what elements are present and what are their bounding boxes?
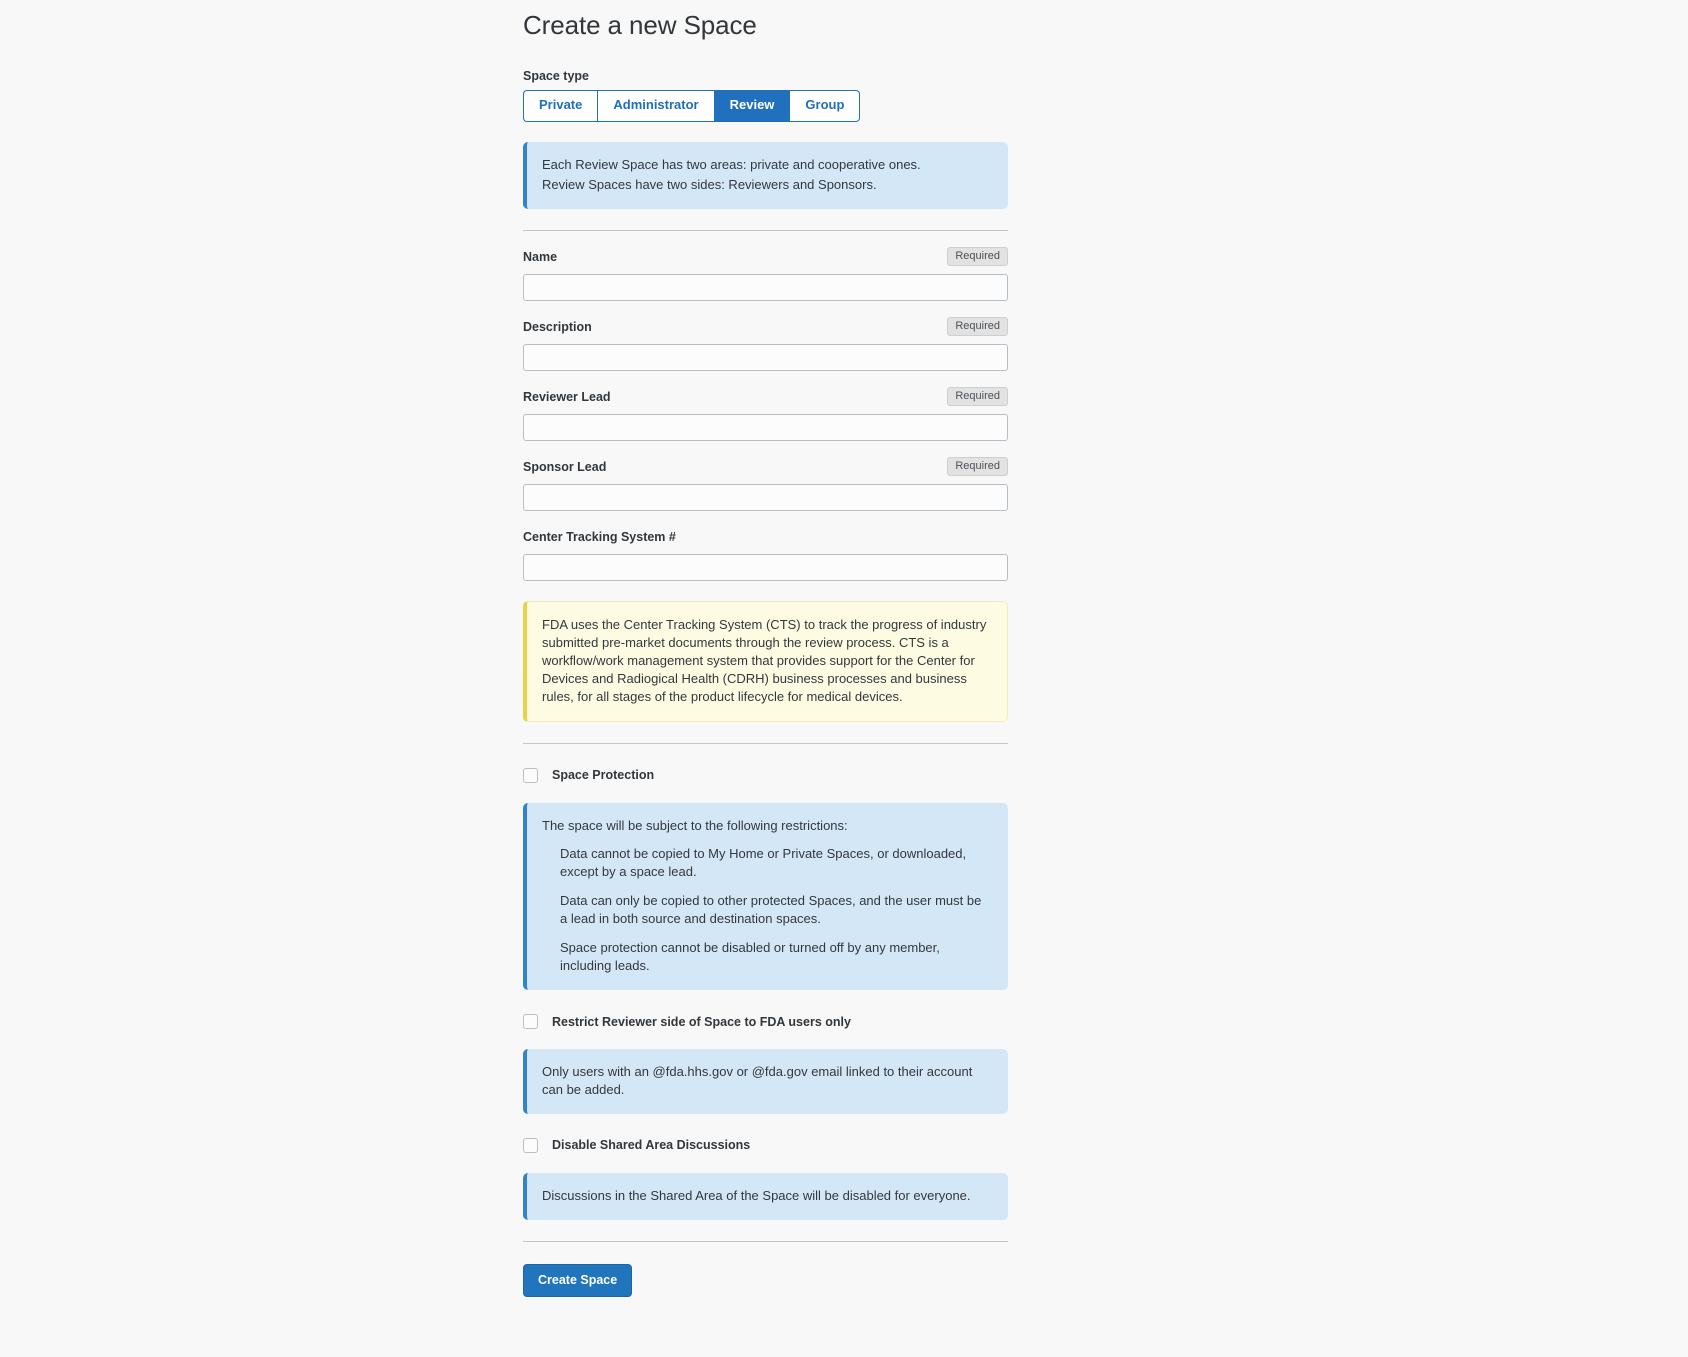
space-type-label: Space type [523, 69, 590, 83]
space-protection-label[interactable]: Space Protection [552, 768, 655, 782]
space-protection-callout [523, 803, 1008, 991]
sponsor-lead-input[interactable] [523, 484, 1008, 511]
field-description-label: Description [523, 319, 592, 334]
cts-note-text: FDA uses the Center Tracking System (CTS) to track the progress of industry submitted pre-market documents through the review process. CTS is a workflow/work management system that provides support for the Center for Devices and Radiogical Health (CDRH) business processes and business rules, for all stages of the product lifecycle for medical devices. [542, 616, 987, 704]
tab-administrator[interactable]: Administrator [597, 90, 713, 122]
field-name-label: Name [523, 249, 558, 264]
review-info-line-1: Each Review Space has two areas: private and cooperative ones. [542, 156, 921, 172]
restrict-fda-note: Only users with an @fda.hhs.gov or @fda.gov email linked to their account can be added. [542, 1064, 973, 1097]
field-description-head [523, 317, 1008, 337]
disable-discussions-checkbox[interactable] [523, 1138, 538, 1153]
disable-discussions-callout [523, 1173, 1008, 1220]
space-protection-restrictions [542, 845, 992, 975]
field-reviewer-lead-head [523, 387, 1008, 407]
field-name [523, 247, 1008, 301]
description-input[interactable] [523, 344, 1008, 371]
list-item: Data cannot be copied to My Home or Private Spaces, or downloaded, except by a space lead. [560, 846, 967, 880]
restrict-fda-callout [523, 1049, 1008, 1114]
disable-discussions-label[interactable]: Disable Shared Area Discussions [552, 1138, 751, 1153]
restrict-fda-checkbox[interactable] [523, 1014, 538, 1029]
cts-note-callout [523, 601, 1008, 722]
field-description [523, 317, 1008, 371]
space-protection-intro: The space will be subject to the following restrictions: [542, 817, 848, 833]
field-cts-label: Center Tracking System # [523, 529, 676, 544]
disable-discussions-row[interactable] [523, 1138, 1008, 1153]
form-container [523, 0, 1008, 1357]
submit-area [523, 1264, 1008, 1357]
field-description-required-badge: Required [947, 317, 1008, 336]
disable-discussions-note: Discussions in the Shared Area of the Space will be disabled for everyone. [542, 1187, 971, 1203]
tab-private[interactable]: Private [523, 90, 597, 122]
field-reviewer-lead-required-badge: Required [947, 387, 1008, 406]
field-name-required-badge: Required [947, 247, 1008, 266]
list-item: Space protection cannot be disabled or turned off by any member, including leads. [560, 940, 940, 974]
field-center-tracking-system [523, 527, 1008, 581]
space-protection-checkbox[interactable] [523, 768, 538, 783]
review-info-callout [523, 142, 1008, 209]
list-item: Data can only be copied to other protected Spaces, and the user must be a lead in both source and destination spaces. [560, 893, 982, 927]
field-reviewer-lead [523, 387, 1008, 441]
review-info-line-2: Review Spaces have two sides: Reviewers and Sponsors. [542, 176, 877, 192]
space-protection-row[interactable] [523, 768, 1008, 783]
field-sponsor-lead-label: Sponsor Lead [523, 459, 607, 474]
restrict-fda-row[interactable] [523, 1014, 1008, 1029]
field-sponsor-lead-required-badge: Required [947, 457, 1008, 476]
tab-group[interactable]: Group [789, 90, 860, 122]
page-title: Create a new Space [523, 10, 757, 40]
name-input[interactable] [523, 274, 1008, 301]
center-tracking-system-input[interactable] [523, 554, 1008, 581]
field-sponsor-lead-head [523, 457, 1008, 477]
reviewer-lead-input[interactable] [523, 414, 1008, 441]
field-cts-head [523, 527, 1008, 547]
divider-top [523, 230, 1008, 231]
divider-cts [523, 743, 1008, 744]
create-space-button[interactable]: Create Space [523, 1264, 632, 1297]
space-type-tabs [523, 90, 1008, 122]
field-sponsor-lead [523, 457, 1008, 511]
restrict-fda-label[interactable]: Restrict Reviewer side of Space to FDA users only [552, 1014, 851, 1029]
field-name-head [523, 247, 1008, 267]
tab-review[interactable]: Review [714, 90, 790, 122]
field-reviewer-lead-label: Reviewer Lead [523, 389, 611, 404]
divider-bottom [523, 1241, 1008, 1242]
